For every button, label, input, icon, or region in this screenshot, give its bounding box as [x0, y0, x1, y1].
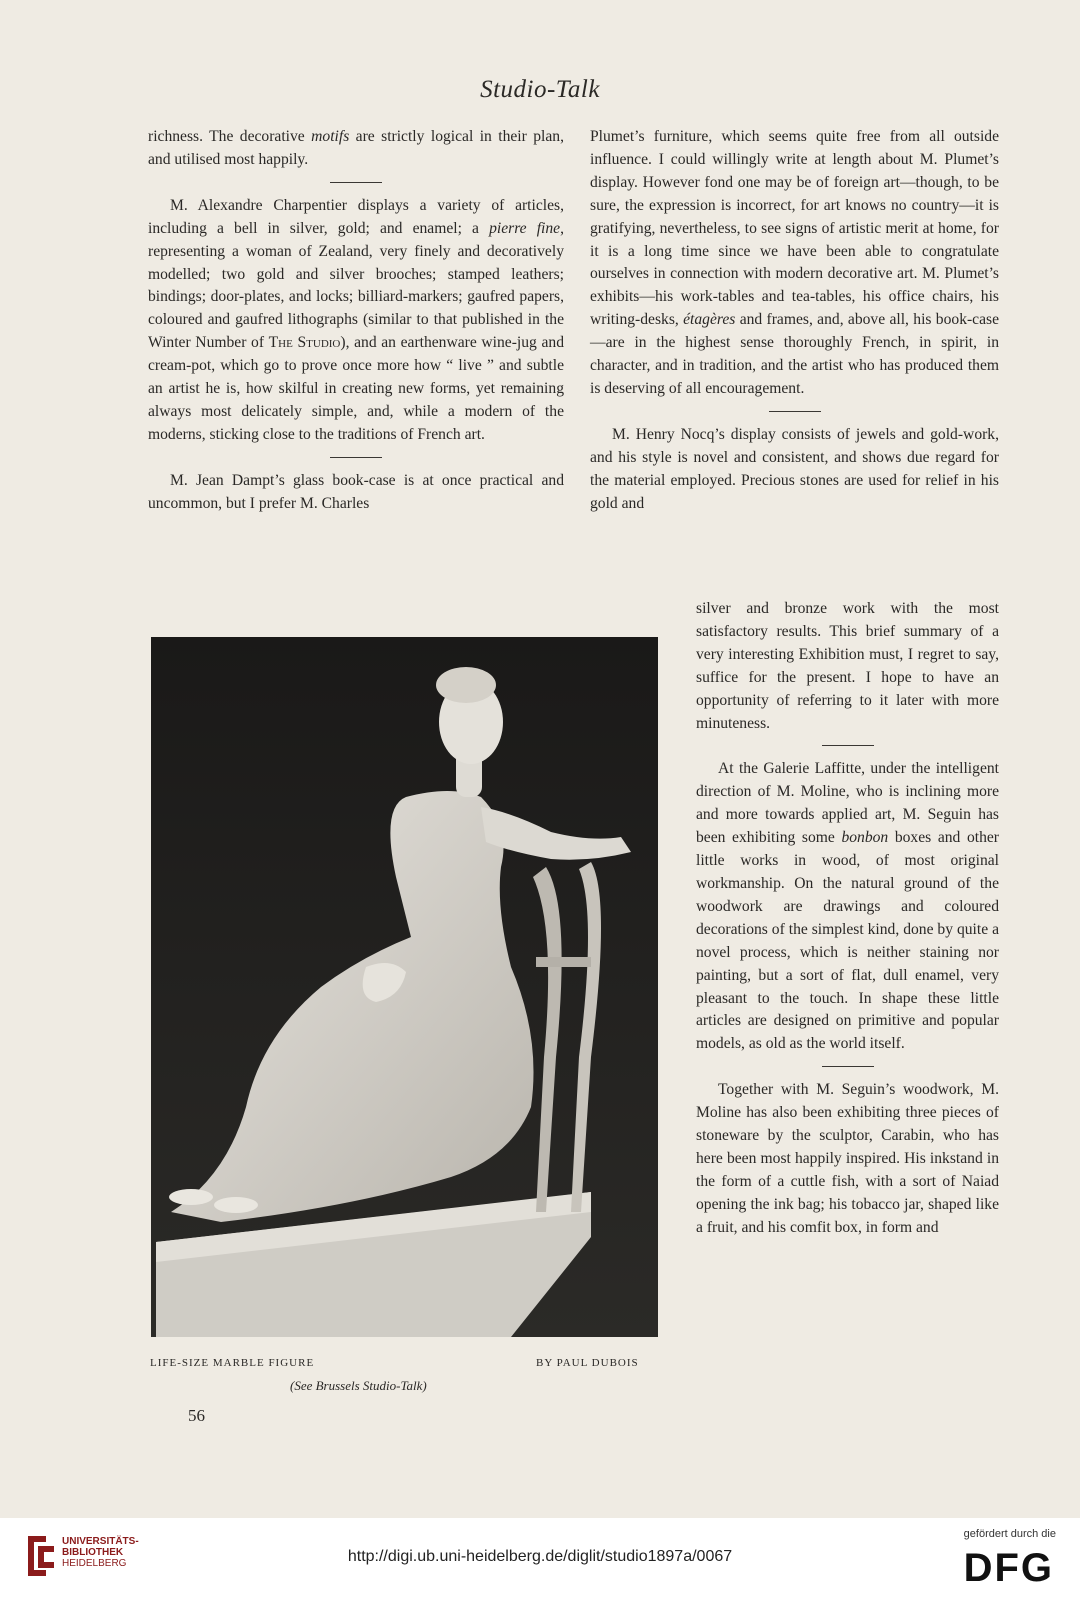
paragraph: M. Jean Dampt’s glass book-case is at once practical and uncommon, but I prefer M. Charles — [148, 471, 564, 512]
paragraph: M. Henry Nocq’s display consists of jewels and gold-work, and his style is novel and consistent, and shows due regard for the material employed. Precious stones are used for relief in his gold and — [590, 425, 999, 512]
right-narrow-column — [696, 598, 999, 1240]
left-column — [148, 126, 564, 516]
paragraph: At the Galerie Laffitte, under the intelligent direction of M. Moline, who is inclining more and more towards applied art, M. Seguin has been exhibiting some bonbon boxes and other little works in wood, of most original workmanship. On the natural ground of the woodwork are drawings and coloured decorations of the simplest kind, done by quite a novel process, which is neither staining nor painting, but a sort of flat, dull enamel, very pleasant to the touch. In shape these little articles are designed on primitive and popular models, as old as the world itself. — [696, 760, 999, 1053]
digitization-footer — [0, 1518, 1080, 1600]
section-rule — [822, 745, 874, 746]
section-rule — [330, 457, 382, 458]
paragraph: Plumet’s furniture, which seems quite free from all outside influence. I could willingly write at length about M. Plumet’s display. However fond one may be of foreign art—though, to be sure, the expression is incorrect, for art knows no country—it is gratifying, nevertheless, to see signs of artistic merit at home, for it is a long time since we have been able to congratulate ourselves in connection with modern decorative art. M. Plumet’s exhibits—his work-tables and tea-tables, his office chairs, his writing-desks, étagères and frames, and, above all, his book-case—are in the highest sense thoroughly French, in spirit, in character, and in tradition, and the artist who has produced them is deserving of all encouragement. — [590, 128, 1000, 397]
figure-caption-title: LIFE-SIZE MARBLE FIGURE — [150, 1357, 315, 1369]
figure-caption-artist: BY PAUL DUBOIS — [536, 1357, 639, 1369]
paragraph: richness. The decorative motifs are strictly logical in their plan, and utilised most happily. — [148, 128, 564, 168]
paragraph: Together with M. Seguin’s woodwork, M. Moline has also been exhibiting three pieces of stoneware by the sculptor, Carabin, who has here been most happily inspired. His inkstand in the form of a cuttle fish, with a sort of Naiad opening the ink bag; his tobacco jar, shaped like a fruit, and his comfit box, in form and — [696, 1081, 999, 1236]
permalink-url[interactable]: http://digi.ub.uni-heidelberg.de/diglit/studio1897a/0067 — [347, 1548, 733, 1565]
paragraph: silver and bronze work with the most satisfactory results. This brief summary of a very interesting Exhibition must, I regret to say, suffice for the present. I hope to have an opportunity of referring to it later with more minuteness. — [696, 600, 999, 732]
dfg-logo: DFG — [963, 1546, 1054, 1590]
page-number: 56 — [188, 1406, 205, 1425]
right-column — [590, 126, 999, 516]
library-name: UNIVERSITÄTS- BIBLIOTHEK HEIDELBERG — [62, 1536, 139, 1569]
section-rule — [769, 411, 821, 412]
paragraph: M. Alexandre Charpentier displays a variety of articles, including a bell in silver, gold; and enamel; a pierre fine, representing a woman of Zealand, very finely and decoratively modelled; two gold and silver brooches; stamped leathers; bindings; door-plates, and locks; billiard-markers; gaufred papers, coloured and gaufred lithographs (similar to that published in the Winter Number of The Studio), and an earthenware wine-jug and cream-pot, which go to prove once more how “ live ” and subtle an artist he is, how skilful in creating new forms, yet remaining always most delicately simple, and, while a modern of the moderns, sticking close to the traditions of French art. — [148, 196, 565, 443]
running-head: Studio-Talk — [480, 76, 600, 103]
sculpture-photograph — [151, 637, 658, 1337]
section-rule — [330, 182, 382, 183]
section-rule — [822, 1066, 874, 1067]
funding-note: gefördert durch die — [963, 1528, 1056, 1540]
figure-caption-reference: (See Brussels Studio-Talk) — [290, 1378, 427, 1393]
